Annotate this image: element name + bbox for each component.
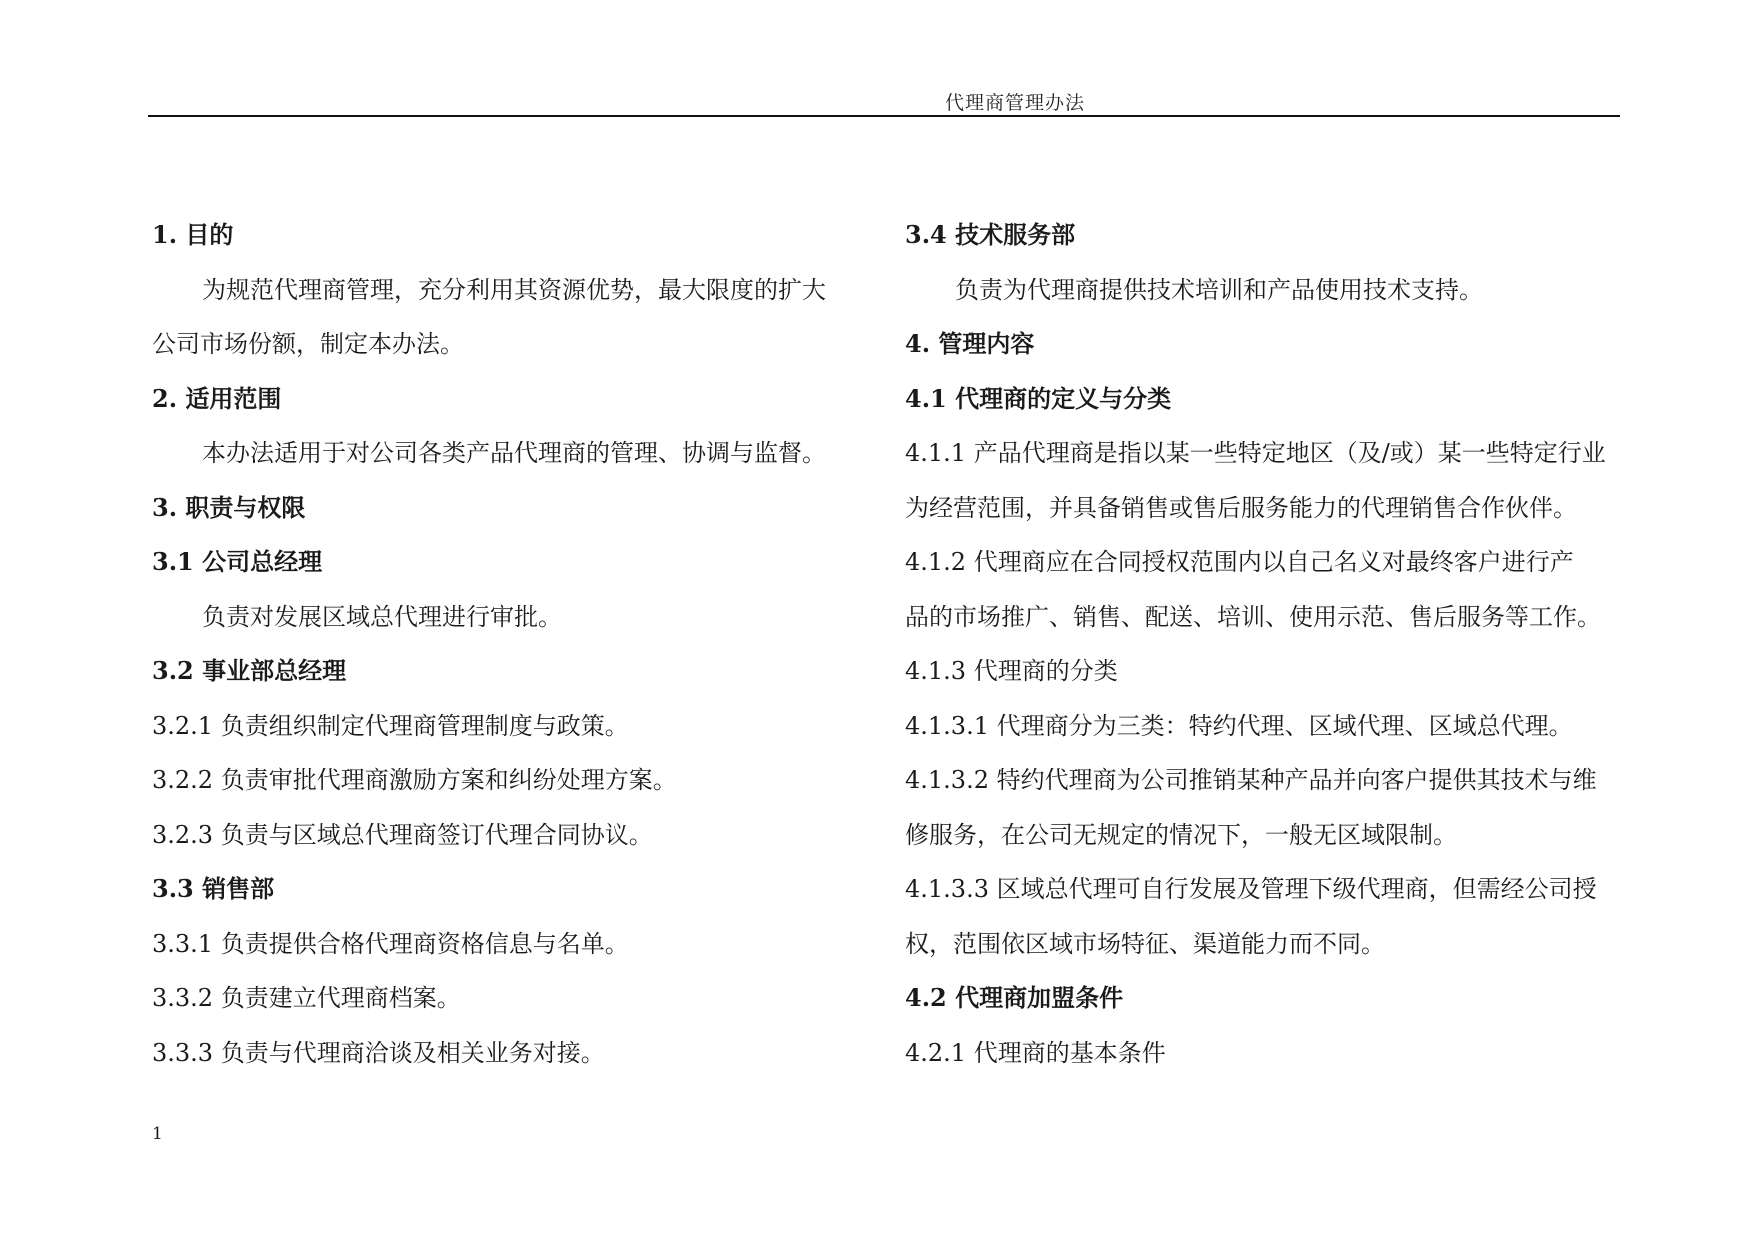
section-heading: 3.4 技术服务部 xyxy=(905,220,1076,249)
page-header-title: 代理商管理办法 xyxy=(945,92,1086,114)
right-column xyxy=(905,208,1630,1080)
body-text-line: 负责对发展区域总代理进行审批。 xyxy=(202,602,562,631)
section-heading: 3.2 事业部总经理 xyxy=(152,656,347,685)
body-text-line: 4.1.3.3 区域总代理可自行发展及管理下级代理商，但需经公司授 xyxy=(905,875,1597,903)
body-text-line: 4.1.2 代理商应在合同授权范围内以自己名义对最终客户进行产 xyxy=(905,548,1574,576)
body-text-line: 公司市场份额，制定本办法。 xyxy=(152,330,464,358)
body-text-line: 品的市场推广、销售、配送、培训、使用示范、售后服务等工作。 xyxy=(905,602,1601,631)
left-column xyxy=(152,208,877,1080)
section-heading: 3.3 销售部 xyxy=(152,874,275,903)
section-heading: 4.1 代理商的定义与分类 xyxy=(905,383,1172,413)
body-text-line: 3.3.1 负责提供合格代理商资格信息与名单。 xyxy=(152,929,629,958)
body-text-line: 4.2.1 代理商的基本条件 xyxy=(905,1038,1166,1067)
body-text-line: 3.3.3 负责与代理商洽谈及相关业务对接。 xyxy=(152,1038,605,1067)
body-text-line: 4.1.1 产品代理商是指以某一些特定地区（及/或）某一些特定行业 xyxy=(905,439,1606,467)
body-text-line: 本办法适用于对公司各类产品代理商的管理、协调与监督。 xyxy=(202,439,826,467)
body-text-line: 4.1.3 代理商的分类 xyxy=(905,657,1118,685)
section-heading: 1. 目的 xyxy=(152,220,234,249)
header-rule xyxy=(148,115,1620,117)
body-text-line: 为规范代理商管理，充分利用其资源优势，最大限度的扩大 xyxy=(202,275,826,304)
body-text-line: 3.2.2 负责审批代理商激励方案和纠纷处理方案。 xyxy=(152,766,677,794)
body-text-line: 4.1.3.1 代理商分为三类：特约代理、区域代理、区域总代理。 xyxy=(905,711,1573,740)
body-text-line: 负责为代理商提供技术培训和产品使用技术支持。 xyxy=(955,275,1483,304)
body-text-line: 4.1.3.2 特约代理商为公司推销某种产品并向客户提供其技术与维 xyxy=(905,766,1597,794)
body-text-line: 3.3.2 负责建立代理商档案。 xyxy=(152,984,461,1012)
body-text-line: 为经营范围，并具备销售或售后服务能力的代理销售合作伙伴。 xyxy=(905,493,1577,522)
body-text-line: 权，范围依区域市场特征、渠道能力而不同。 xyxy=(905,929,1385,958)
section-heading: 2. 适用范围 xyxy=(152,383,282,413)
section-heading: 4. 管理内容 xyxy=(905,329,1035,358)
section-heading: 4.2 代理商加盟条件 xyxy=(905,983,1124,1012)
body-text-line: 3.2.3 负责与区域总代理商签订代理合同协议。 xyxy=(152,820,653,849)
section-heading: 3.1 公司总经理 xyxy=(152,547,323,576)
body-text-line: 修服务，在公司无规定的情况下，一般无区域限制。 xyxy=(905,820,1457,849)
section-heading: 3. 职责与权限 xyxy=(152,492,306,522)
body-text-line: 3.2.1 负责组织制定代理商管理制度与政策。 xyxy=(152,711,629,740)
page-number: 1 xyxy=(152,1124,163,1144)
